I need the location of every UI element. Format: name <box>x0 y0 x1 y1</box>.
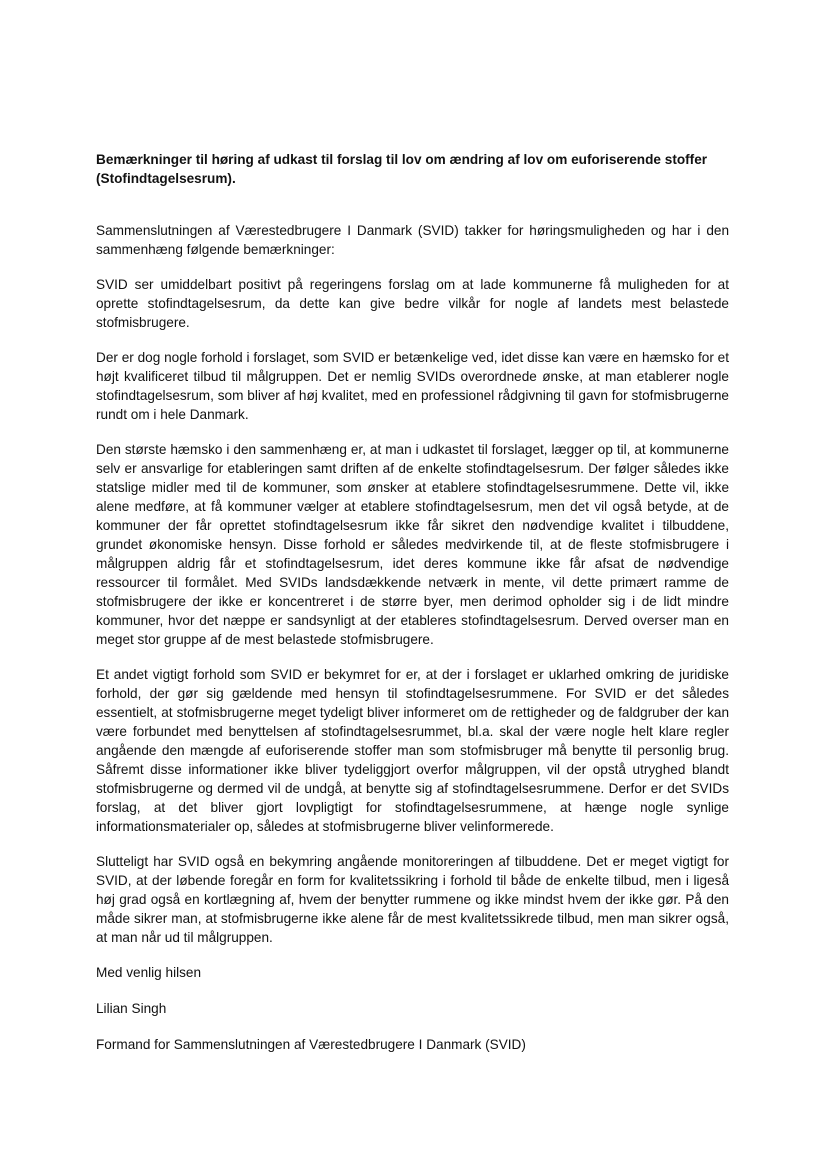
document-title: Bemærkninger til høring af udkast til forslag til lov om ændring af lov om euforiserende stoffer (Stofindtagelsesrum). <box>96 152 708 186</box>
paragraph-funding: Den største hæmsko i den sammenhæng er, at man i udkastet til forslaget, lægger op til, at kommunerne selv er ansvarlige for etableringen samt driften af de enkelte stofindtagelsesrum. Der følger således ikke statslige midler med til de kommuner, som ønsker at etablere stofindtagelsesrummene. Dette vil, ikke alene medføre, at få kommuner vælger at etablere stofindtagelsesrum, men det vil også betyde, at de kommuner der får oprettet stofindtagelsesrum ikke får sikret den nødvendige kvalitet i tilbuddene, grundet økonomiske hensyn. Disse forhold er således medvirkende til, at de fleste stofmisbrugere i målgruppen aldrig får et stofindtagelsesrum, idet deres kommune ikke får afsat de nødvendige ressourcer til formålet. Med SVIDs landsdækkende netværk in mente, vil dette primært ramme de stofmisbrugere der ikke er koncentreret i de større byer, men derimod opholder sig i de lidt mindre kommuner, hvor det næppe er sandsynligt at der etableres stofindtagelsesrum. Derved overser man en meget stor gruppe af de mest belastede stofmisbrugere. <box>96 442 729 647</box>
letter-body <box>96 150 729 1071</box>
paragraph-concerns: Der er dog nogle forhold i forslaget, som SVID er betænkelige ved, idet disse kan være en hæmsko for et højt kvalificeret tilbud til målgruppen. Det er nemlig SVIDs overordnede ønske, at man etablerer nogle stofindtagelsesrum, som bliver af høj kvalitet, med en professionel rådgivning til gavn for stofmisbrugerne rundt om i hele Danmark. <box>96 350 729 422</box>
closing-greeting: Med venlig hilsen <box>96 965 202 980</box>
signatory-role: Formand for Sammenslutningen af Værestedbrugere I Danmark (SVID) <box>96 1037 526 1052</box>
paragraph-positive-view: SVID ser umiddelbart positivt på regeringens forslag om at lade kommunerne få muligheden for at oprette stofindtagelsesrum, da dette kan give bedre vilkår for nogle af landets mest belastede stofmisbrugere. <box>96 277 729 330</box>
paragraph-legal: Et andet vigtigt forhold som SVID er bekymret for er, at der i forslaget er uklarhed omkring de juridiske forhold, der gør sig gældende med hensyn til stofindtagelsesrummene. For SVID er det således essentielt, at stofmisbrugerne meget tydeligt bliver informeret om de rettigheder og de faldgruber der kan være forbundet med benyttelsen af stofindtagelsesrummet, bl.a. skal der være nogle helt klare regler angående den mængde af euforiserende stoffer man som stofmisbruger må benytte til personlig brug. Såfremt disse informationer ikke bliver tydeliggjort overfor målgruppen, vil der opstå utryghed blandt stofmisbrugerne og dermed vil de undgå, at benytte sig af stofindtagelsesrummene. Derfor er det SVIDs forslag, at det bliver gjort lovpligtigt for stofindtagelsesrummene, at hænge nogle synlige informationsmaterialer op, således at stofmisbrugerne bliver velinformerede. <box>96 667 729 834</box>
signatory-name: Lilian Singh <box>96 1001 167 1016</box>
paragraph-intro: Sammenslutningen af Værestedbrugere I Danmark (SVID) takker for høringsmuligheden og har i den sammenhæng følgende bemærkninger: <box>96 223 729 257</box>
paragraph-monitoring: Slutteligt har SVID også en bekymring angående monitoreringen af tilbuddene. Det er meget vigtigt for SVID, at der løbende foregår en form for kvalitetssikring i forhold til både de enkelte tilbud, men i ligeså høj grad også en kortlægning af, hvem der benytter rummene og ikke mindst hvem der ikke gør. På den måde sikrer man, at stofmisbrugerne ikke alene får de mest kvalitetssikrede tilbud, men man sikrer også, at man når ud til målgruppen. <box>96 854 729 945</box>
